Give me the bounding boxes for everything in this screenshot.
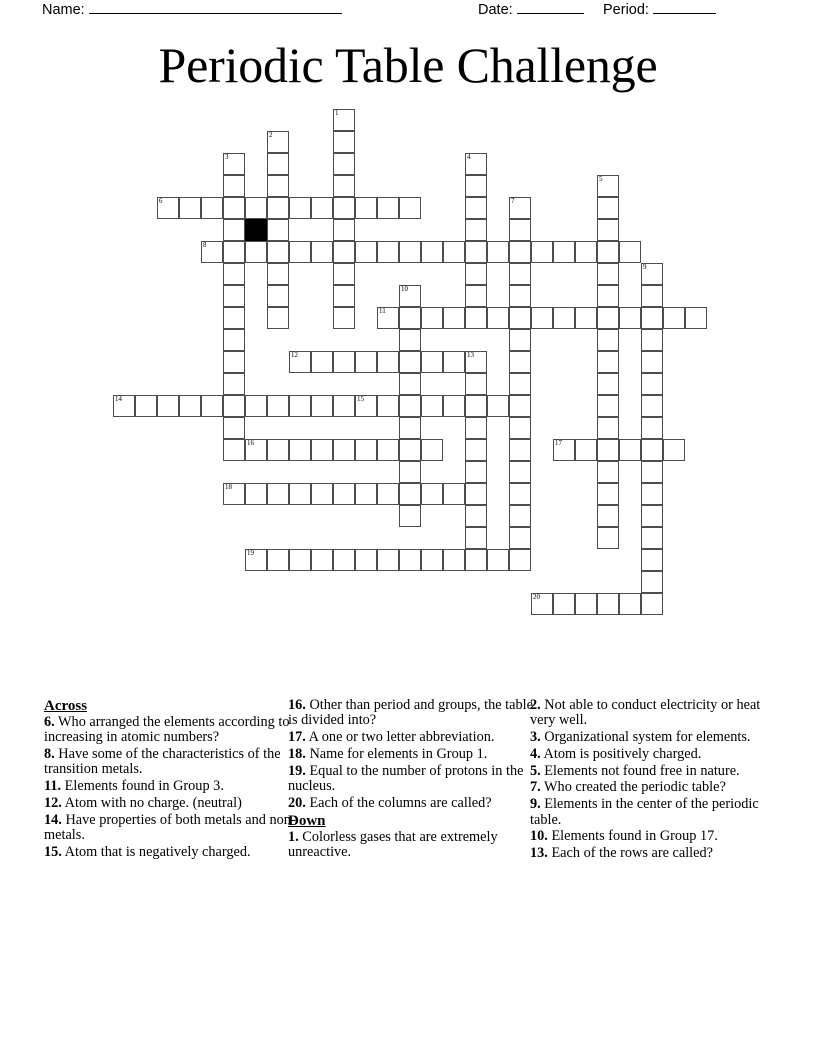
grid-cell[interactable]: [597, 219, 619, 241]
clue-item: [530, 780, 778, 795]
grid-cell[interactable]: [311, 483, 333, 505]
grid-cell[interactable]: [597, 285, 619, 307]
grid-cell[interactable]: [267, 219, 289, 241]
grid-cell[interactable]: [311, 439, 333, 461]
clue-number: 15.: [44, 843, 62, 860]
grid-cell[interactable]: [201, 395, 223, 417]
grid-cell[interactable]: [179, 197, 201, 219]
grid-cell[interactable]: [641, 527, 663, 549]
grid-cell[interactable]: [531, 593, 553, 615]
grid-cell[interactable]: [399, 197, 421, 219]
clue-number: 3.: [530, 729, 541, 746]
grid-cell[interactable]: [333, 175, 355, 197]
grid-cell-number: 11: [379, 307, 386, 315]
grid-cell[interactable]: [355, 549, 377, 571]
grid-cell[interactable]: [377, 549, 399, 571]
grid-cell[interactable]: [223, 175, 245, 197]
period-label: Period:: [603, 2, 649, 18]
clue-number: 7.: [530, 779, 541, 796]
grid-cell[interactable]: [663, 439, 685, 461]
grid-cell[interactable]: [641, 351, 663, 373]
clue-text: Have properties of both metals and non-metals.: [44, 811, 296, 844]
grid-cell[interactable]: [333, 483, 355, 505]
grid-cell[interactable]: [531, 307, 553, 329]
clue-text: Elements in the center of the periodic table.: [530, 796, 759, 828]
grid-cell[interactable]: [509, 505, 531, 527]
clue-item: [44, 796, 296, 811]
grid-cell-number: 8: [203, 241, 207, 249]
grid-cell[interactable]: [597, 439, 619, 461]
across-heading: Across: [44, 698, 88, 714]
grid-cell[interactable]: [465, 285, 487, 307]
grid-cell[interactable]: [619, 439, 641, 461]
grid-cell[interactable]: [333, 197, 355, 219]
grid-cell[interactable]: [465, 307, 487, 329]
grid-cell[interactable]: [245, 395, 267, 417]
grid-cell[interactable]: [641, 439, 663, 461]
grid-cell[interactable]: [399, 329, 421, 351]
grid-cell[interactable]: [597, 175, 619, 197]
grid-cell[interactable]: [399, 241, 421, 263]
clue-text: Elements found in Group 17.: [547, 828, 718, 845]
grid-cell[interactable]: [333, 153, 355, 175]
grid-cell[interactable]: [289, 351, 311, 373]
grid-cell[interactable]: [223, 241, 245, 263]
grid-cell[interactable]: [377, 439, 399, 461]
grid-cell[interactable]: [465, 153, 487, 175]
clue-number: 17.: [288, 729, 306, 746]
grid-cell[interactable]: [399, 395, 421, 417]
grid-cell[interactable]: [355, 395, 377, 417]
grid-cell[interactable]: [333, 351, 355, 373]
grid-cell[interactable]: [289, 197, 311, 219]
grid-cell[interactable]: [267, 197, 289, 219]
clue-text: Have some of the characteristics of the transition metals.: [44, 746, 281, 778]
grid-cell[interactable]: [443, 307, 465, 329]
clue-number: 19.: [288, 762, 306, 779]
grid-cell[interactable]: [399, 461, 421, 483]
grid-cell[interactable]: [443, 395, 465, 417]
grid-cell-number: 20: [533, 593, 540, 601]
clue-text: Atom is positively charged.: [540, 745, 702, 762]
grid-cell[interactable]: [421, 439, 443, 461]
clue-item: [44, 715, 296, 746]
grid-cell[interactable]: [597, 417, 619, 439]
grid-cell[interactable]: [509, 263, 531, 285]
grid-cell[interactable]: [421, 241, 443, 263]
grid-cell[interactable]: [487, 549, 509, 571]
clue-number: 16.: [288, 697, 306, 713]
grid-cell[interactable]: [399, 351, 421, 373]
grid-cell-number: 5: [599, 175, 603, 183]
grid-cell[interactable]: [641, 285, 663, 307]
grid-cell[interactable]: [641, 417, 663, 439]
grid-cell[interactable]: [377, 395, 399, 417]
grid-cell[interactable]: [509, 395, 531, 417]
grid-cell[interactable]: [245, 483, 267, 505]
grid-cell-blocked: [245, 219, 267, 241]
grid-cell[interactable]: [223, 197, 245, 219]
grid-cell[interactable]: [509, 329, 531, 351]
grid-cell[interactable]: [663, 307, 685, 329]
grid-cell[interactable]: [509, 285, 531, 307]
grid-cell[interactable]: [641, 395, 663, 417]
grid-cell[interactable]: [245, 549, 267, 571]
grid-cell[interactable]: [597, 329, 619, 351]
grid-cell[interactable]: [355, 439, 377, 461]
grid-cell[interactable]: [487, 395, 509, 417]
grid-cell[interactable]: [267, 285, 289, 307]
grid-cell[interactable]: [597, 351, 619, 373]
grid-cell[interactable]: [355, 483, 377, 505]
grid-cell[interactable]: [465, 241, 487, 263]
grid-cell[interactable]: [509, 197, 531, 219]
grid-cell[interactable]: [421, 483, 443, 505]
grid-cell[interactable]: [553, 241, 575, 263]
clue-number: 13.: [530, 845, 548, 862]
grid-cell[interactable]: [157, 395, 179, 417]
grid-cell[interactable]: [355, 197, 377, 219]
clue-item: [530, 698, 778, 729]
grid-cell[interactable]: [509, 351, 531, 373]
grid-cell[interactable]: [289, 395, 311, 417]
clue-text: Each of the rows are called?: [547, 845, 713, 862]
grid-cell[interactable]: [685, 307, 707, 329]
grid-cell-number: 7: [511, 197, 515, 205]
clue-text: Atom with no charge. (neutral): [61, 795, 242, 812]
clue-item: [288, 764, 536, 795]
grid-cell[interactable]: [399, 307, 421, 329]
date-label: Date:: [478, 2, 513, 18]
grid-cell[interactable]: [311, 395, 333, 417]
grid-cell[interactable]: [113, 395, 135, 417]
grid-cell[interactable]: [355, 241, 377, 263]
grid-cell-number: 15: [357, 395, 364, 403]
grid-cell[interactable]: [311, 241, 333, 263]
grid-cell[interactable]: [333, 109, 355, 131]
grid-cell[interactable]: [641, 329, 663, 351]
grid-cell[interactable]: [465, 373, 487, 395]
grid-cell[interactable]: [311, 197, 333, 219]
grid-cell[interactable]: [267, 263, 289, 285]
grid-cell[interactable]: [223, 263, 245, 285]
grid-cell[interactable]: [575, 307, 597, 329]
grid-cell[interactable]: [333, 307, 355, 329]
clue-item: [288, 796, 536, 811]
grid-cell[interactable]: [399, 285, 421, 307]
clue-text: Equal to the number of protons in the nucleus.: [288, 762, 524, 794]
clue-number: 12.: [44, 795, 62, 812]
grid-cell[interactable]: [487, 241, 509, 263]
grid-cell[interactable]: [641, 307, 663, 329]
grid-cell[interactable]: [597, 505, 619, 527]
clue-text: Name for elements in Group 1.: [305, 745, 488, 762]
grid-cell[interactable]: [157, 197, 179, 219]
grid-cell[interactable]: [421, 307, 443, 329]
grid-cell[interactable]: [641, 263, 663, 285]
grid-cell[interactable]: [245, 241, 267, 263]
clue-number: 14.: [44, 811, 62, 828]
clue-text: Elements found in Group 3.: [61, 778, 224, 795]
grid-cell-number: 12: [291, 351, 298, 359]
clue-item: [288, 747, 536, 762]
clue-number: 2.: [530, 697, 541, 713]
grid-cell[interactable]: [267, 549, 289, 571]
grid-cell[interactable]: [619, 307, 641, 329]
page-title: Periodic Table Challenge: [158, 37, 658, 93]
grid-cell[interactable]: [201, 241, 223, 263]
grid-cell[interactable]: [289, 241, 311, 263]
grid-cell[interactable]: [399, 549, 421, 571]
grid-cell[interactable]: [135, 395, 157, 417]
grid-cell[interactable]: [399, 373, 421, 395]
grid-cell[interactable]: [223, 351, 245, 373]
grid-cell[interactable]: [465, 395, 487, 417]
grid-cell[interactable]: [399, 439, 421, 461]
grid-cell[interactable]: [509, 461, 531, 483]
grid-cell[interactable]: [465, 461, 487, 483]
grid-cell[interactable]: [509, 241, 531, 263]
grid-cell[interactable]: [465, 549, 487, 571]
grid-cell[interactable]: [641, 461, 663, 483]
clue-number: 11.: [44, 778, 62, 795]
grid-cell[interactable]: [289, 549, 311, 571]
grid-cell[interactable]: [223, 373, 245, 395]
grid-cell-number: 2: [269, 131, 273, 139]
grid-cell[interactable]: [377, 197, 399, 219]
grid-cell[interactable]: [465, 263, 487, 285]
grid-cell-number: 17: [555, 439, 562, 447]
grid-cell[interactable]: [465, 197, 487, 219]
grid-cell[interactable]: [509, 549, 531, 571]
grid-cell[interactable]: [465, 527, 487, 549]
grid-cell[interactable]: [509, 483, 531, 505]
grid-cell[interactable]: [223, 483, 245, 505]
clue-text: Colorless gases that are extremely unreactive.: [288, 828, 498, 860]
grid-cell-number: 4: [467, 153, 471, 161]
clues-region: [0, 698, 816, 978]
grid-cell[interactable]: [597, 483, 619, 505]
clue-item: [530, 730, 778, 745]
clue-number: 5.: [530, 762, 541, 779]
grid-cell[interactable]: [223, 417, 245, 439]
clue-number: 18.: [288, 745, 306, 762]
grid-cell[interactable]: [267, 439, 289, 461]
grid-cell[interactable]: [465, 505, 487, 527]
grid-cell[interactable]: [245, 439, 267, 461]
grid-cell[interactable]: [267, 395, 289, 417]
grid-cell[interactable]: [223, 329, 245, 351]
grid-cell[interactable]: [597, 527, 619, 549]
grid-cell[interactable]: [311, 549, 333, 571]
name-label: Name:: [42, 2, 85, 18]
grid-cell[interactable]: [575, 241, 597, 263]
grid-cell[interactable]: [465, 351, 487, 373]
clue-text: Who created the periodic table?: [540, 779, 726, 796]
grid-cell[interactable]: [509, 307, 531, 329]
grid-cell-number: 6: [159, 197, 163, 205]
grid-cell[interactable]: [399, 483, 421, 505]
grid-cell[interactable]: [267, 131, 289, 153]
grid-cell[interactable]: [597, 307, 619, 329]
grid-cell[interactable]: [289, 439, 311, 461]
clue-text: Who arranged the elements according to increasing in atomic numbers?: [44, 714, 290, 746]
clue-text: Elements not found free in nature.: [540, 762, 740, 779]
grid-cell[interactable]: [223, 395, 245, 417]
grid-cell[interactable]: [223, 439, 245, 461]
clue-item: [530, 829, 778, 844]
grid-cell-number: 18: [225, 483, 232, 491]
grid-cell-number: 13: [467, 351, 474, 359]
grid-cell[interactable]: [575, 593, 597, 615]
grid-cell[interactable]: [443, 351, 465, 373]
grid-cell[interactable]: [465, 219, 487, 241]
grid-cell[interactable]: [619, 593, 641, 615]
grid-cell[interactable]: [333, 241, 355, 263]
grid-cell[interactable]: [597, 395, 619, 417]
clue-item: [530, 747, 778, 762]
grid-cell-number: 19: [247, 549, 254, 557]
grid-cell[interactable]: [641, 549, 663, 571]
grid-cell[interactable]: [641, 593, 663, 615]
grid-cell[interactable]: [597, 241, 619, 263]
grid-cell[interactable]: [399, 505, 421, 527]
grid-cell-number: 3: [225, 153, 229, 161]
grid-cell[interactable]: [443, 483, 465, 505]
grid-cell[interactable]: [641, 483, 663, 505]
clue-text: Organizational system for elements.: [540, 729, 751, 746]
clue-number: 9.: [530, 796, 541, 813]
grid-cell[interactable]: [443, 549, 465, 571]
grid-cell[interactable]: [575, 439, 597, 461]
grid-cell[interactable]: [311, 351, 333, 373]
clue-number: 20.: [288, 794, 306, 811]
grid-cell[interactable]: [245, 197, 267, 219]
grid-cell[interactable]: [465, 483, 487, 505]
grid-cell[interactable]: [399, 417, 421, 439]
clue-item: [288, 730, 536, 745]
clue-text: Each of the columns are called?: [305, 794, 492, 811]
clue-text: A one or two letter abbreviation.: [305, 729, 495, 746]
clue-item: [44, 813, 296, 844]
grid-cell[interactable]: [641, 505, 663, 527]
down-heading: Down: [288, 812, 326, 829]
grid-cell[interactable]: [267, 307, 289, 329]
clue-text: Atom that is negatively charged.: [61, 843, 251, 860]
clue-number: 4.: [530, 745, 541, 762]
grid-cell[interactable]: [465, 417, 487, 439]
grid-cell[interactable]: [179, 395, 201, 417]
grid-cell[interactable]: [333, 263, 355, 285]
clue-item: [530, 797, 778, 828]
grid-cell[interactable]: [465, 439, 487, 461]
clue-item: [530, 846, 778, 861]
grid-cell[interactable]: [267, 241, 289, 263]
grid-cell[interactable]: [597, 263, 619, 285]
grid-cell[interactable]: [267, 153, 289, 175]
grid-cell[interactable]: [443, 241, 465, 263]
grid-cell[interactable]: [597, 461, 619, 483]
clue-text: Not able to conduct electricity or heat very well.: [530, 697, 761, 729]
grid-cell[interactable]: [333, 439, 355, 461]
grid-cell[interactable]: [553, 593, 575, 615]
grid-cell[interactable]: [201, 197, 223, 219]
grid-cell-number: 1: [335, 109, 339, 117]
grid-cell[interactable]: [641, 571, 663, 593]
grid-cell[interactable]: [223, 307, 245, 329]
grid-cell[interactable]: [333, 131, 355, 153]
clue-item: [288, 698, 536, 729]
grid-cell[interactable]: [531, 241, 553, 263]
grid-cell[interactable]: [333, 395, 355, 417]
grid-cell[interactable]: [223, 285, 245, 307]
grid-cell[interactable]: [641, 373, 663, 395]
grid-cell[interactable]: [509, 219, 531, 241]
clue-column-3: [530, 698, 778, 863]
clue-item: [530, 764, 778, 779]
grid-cell[interactable]: [597, 197, 619, 219]
grid-cell[interactable]: [267, 175, 289, 197]
grid-cell[interactable]: [553, 307, 575, 329]
grid-cell-number: 10: [401, 285, 408, 293]
grid-cell[interactable]: [465, 175, 487, 197]
grid-cell[interactable]: [377, 483, 399, 505]
grid-cell[interactable]: [421, 395, 443, 417]
clue-item: [288, 830, 536, 861]
grid-cell[interactable]: [619, 241, 641, 263]
grid-cell[interactable]: [289, 483, 311, 505]
grid-cell[interactable]: [553, 439, 575, 461]
clue-item: [44, 845, 296, 860]
grid-cell[interactable]: [421, 351, 443, 373]
grid-cell-number: 9: [643, 263, 647, 271]
grid-cell[interactable]: [597, 373, 619, 395]
grid-cell[interactable]: [509, 417, 531, 439]
grid-cell[interactable]: [509, 439, 531, 461]
grid-cell[interactable]: [509, 527, 531, 549]
grid-cell[interactable]: [487, 307, 509, 329]
grid-cell-number: 16: [247, 439, 254, 447]
clue-number: 1.: [288, 828, 299, 845]
clue-column-2: [288, 698, 536, 862]
grid-cell[interactable]: [333, 549, 355, 571]
grid-cell[interactable]: [333, 219, 355, 241]
grid-cell[interactable]: [223, 153, 245, 175]
grid-cell[interactable]: [377, 351, 399, 373]
grid-cell[interactable]: [377, 307, 399, 329]
grid-cell[interactable]: [355, 351, 377, 373]
grid-cell-number: 14: [115, 395, 122, 403]
clue-text: Other than period and groups, the table is divided into?: [288, 697, 533, 729]
clue-number: 6.: [44, 714, 55, 731]
grid-cell[interactable]: [421, 549, 443, 571]
clue-item: [44, 779, 296, 794]
clue-column-1: [44, 698, 296, 862]
grid-cell[interactable]: [223, 219, 245, 241]
grid-cell[interactable]: [509, 373, 531, 395]
clue-number: 8.: [44, 746, 55, 763]
grid-cell[interactable]: [597, 593, 619, 615]
grid-cell[interactable]: [267, 483, 289, 505]
clue-number: 10.: [530, 828, 548, 845]
grid-cell[interactable]: [377, 241, 399, 263]
clue-item: [44, 747, 296, 778]
grid-cell[interactable]: [333, 285, 355, 307]
